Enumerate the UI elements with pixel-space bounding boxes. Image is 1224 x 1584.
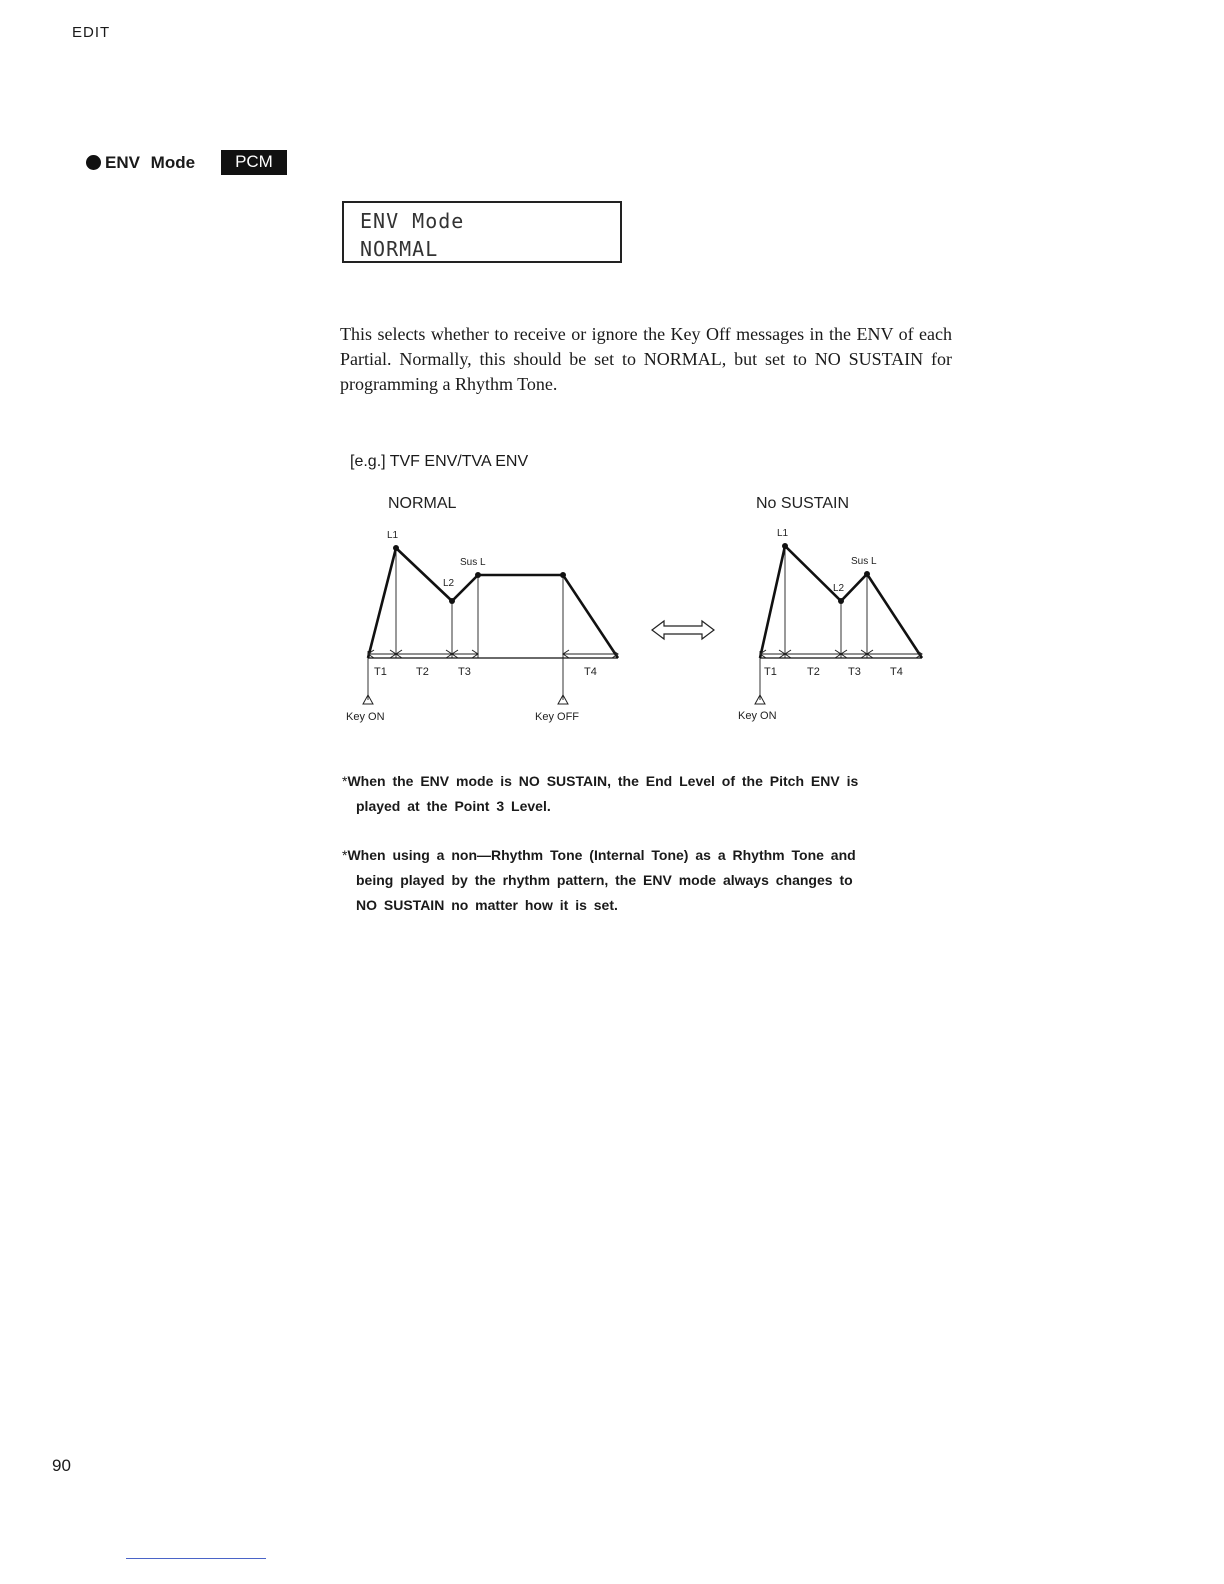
note-2-line-2: being played by the rhythm pattern, the ENV mode always changes to [356,872,853,888]
note-1-star: * [342,773,348,789]
lcd-line-1: ENV Mode [360,209,465,233]
normal-t1-label: T1 [374,666,387,678]
note-1-line-2: played at the Point 3 Level. [356,798,551,814]
no-sustain-keyon-label: Key ON [738,710,777,722]
no-sustain-title: No SUSTAIN [756,495,850,512]
normal-keyoff-label: Key OFF [535,711,580,723]
normal-point-release [560,572,566,578]
description-paragraph: This selects whether to receive or ignore the Key Off messages in the ENV of each Partial. Normally, this should be set to NORMAL, but set to NO SUSTAIN for programming a Rhythm Tone. [340,324,952,394]
normal-time-arrows [368,650,618,658]
normal-t2-label: T2 [416,666,429,678]
no-sustain-point-sus [864,571,870,577]
note-2-line-3: NO SUSTAIN no matter how it is set. [356,897,618,913]
section-header-label: EDIT [72,24,111,41]
note-no-sustain-pitch [342,769,954,819]
normal-envelope-diagram [346,495,618,723]
lcd-line-2: NORMAL [360,237,439,261]
normal-sus-l-label: Sus L [460,557,486,568]
note-1-line-1: When the ENV mode is NO SUSTAIN, the End Level of the Pitch ENV is [347,773,859,789]
normal-title: NORMAL [388,495,457,512]
section-title: ENV Mode [105,152,196,172]
example-label: [e.g.] TVF ENV/TVA ENV [350,453,529,470]
normal-point-l2 [449,598,455,604]
normal-point-l1 [393,545,399,551]
bullet-icon [86,155,101,170]
no-sustain-t3-label: T3 [848,666,861,678]
envelope-diagram [336,488,956,733]
page-number: 90 [52,1456,71,1475]
footer-divider [126,1558,266,1559]
no-sustain-l1-label: L1 [777,528,789,539]
no-sustain-sus-l-label: Sus L [851,556,877,567]
no-sustain-point-l1 [782,543,788,549]
compare-arrow-icon [652,621,714,639]
normal-point-sus [475,572,481,578]
normal-t4-label: T4 [584,666,597,678]
no-sustain-l2-label: L2 [833,583,845,594]
lcd-display [342,201,622,263]
note-2-star: * [342,847,348,863]
normal-envelope-line [368,548,618,658]
section-title-row [86,150,287,175]
no-sustain-t2-label: T2 [807,666,820,678]
note-rhythm-tone [342,843,954,918]
normal-keyon-label: Key ON [346,711,385,723]
pcm-badge: PCM [221,150,287,175]
no-sustain-point-l2 [838,598,844,604]
no-sustain-envelope-diagram [738,495,922,722]
no-sustain-t1-label: T1 [764,666,777,678]
note-2-line-1: When using a non—Rhythm Tone (Internal Tone) as a Rhythm Tone and [347,847,856,863]
no-sustain-t4-label: T4 [890,666,903,678]
normal-l1-label: L1 [387,530,399,541]
normal-t3-label: T3 [458,666,471,678]
normal-l2-label: L2 [443,578,455,589]
